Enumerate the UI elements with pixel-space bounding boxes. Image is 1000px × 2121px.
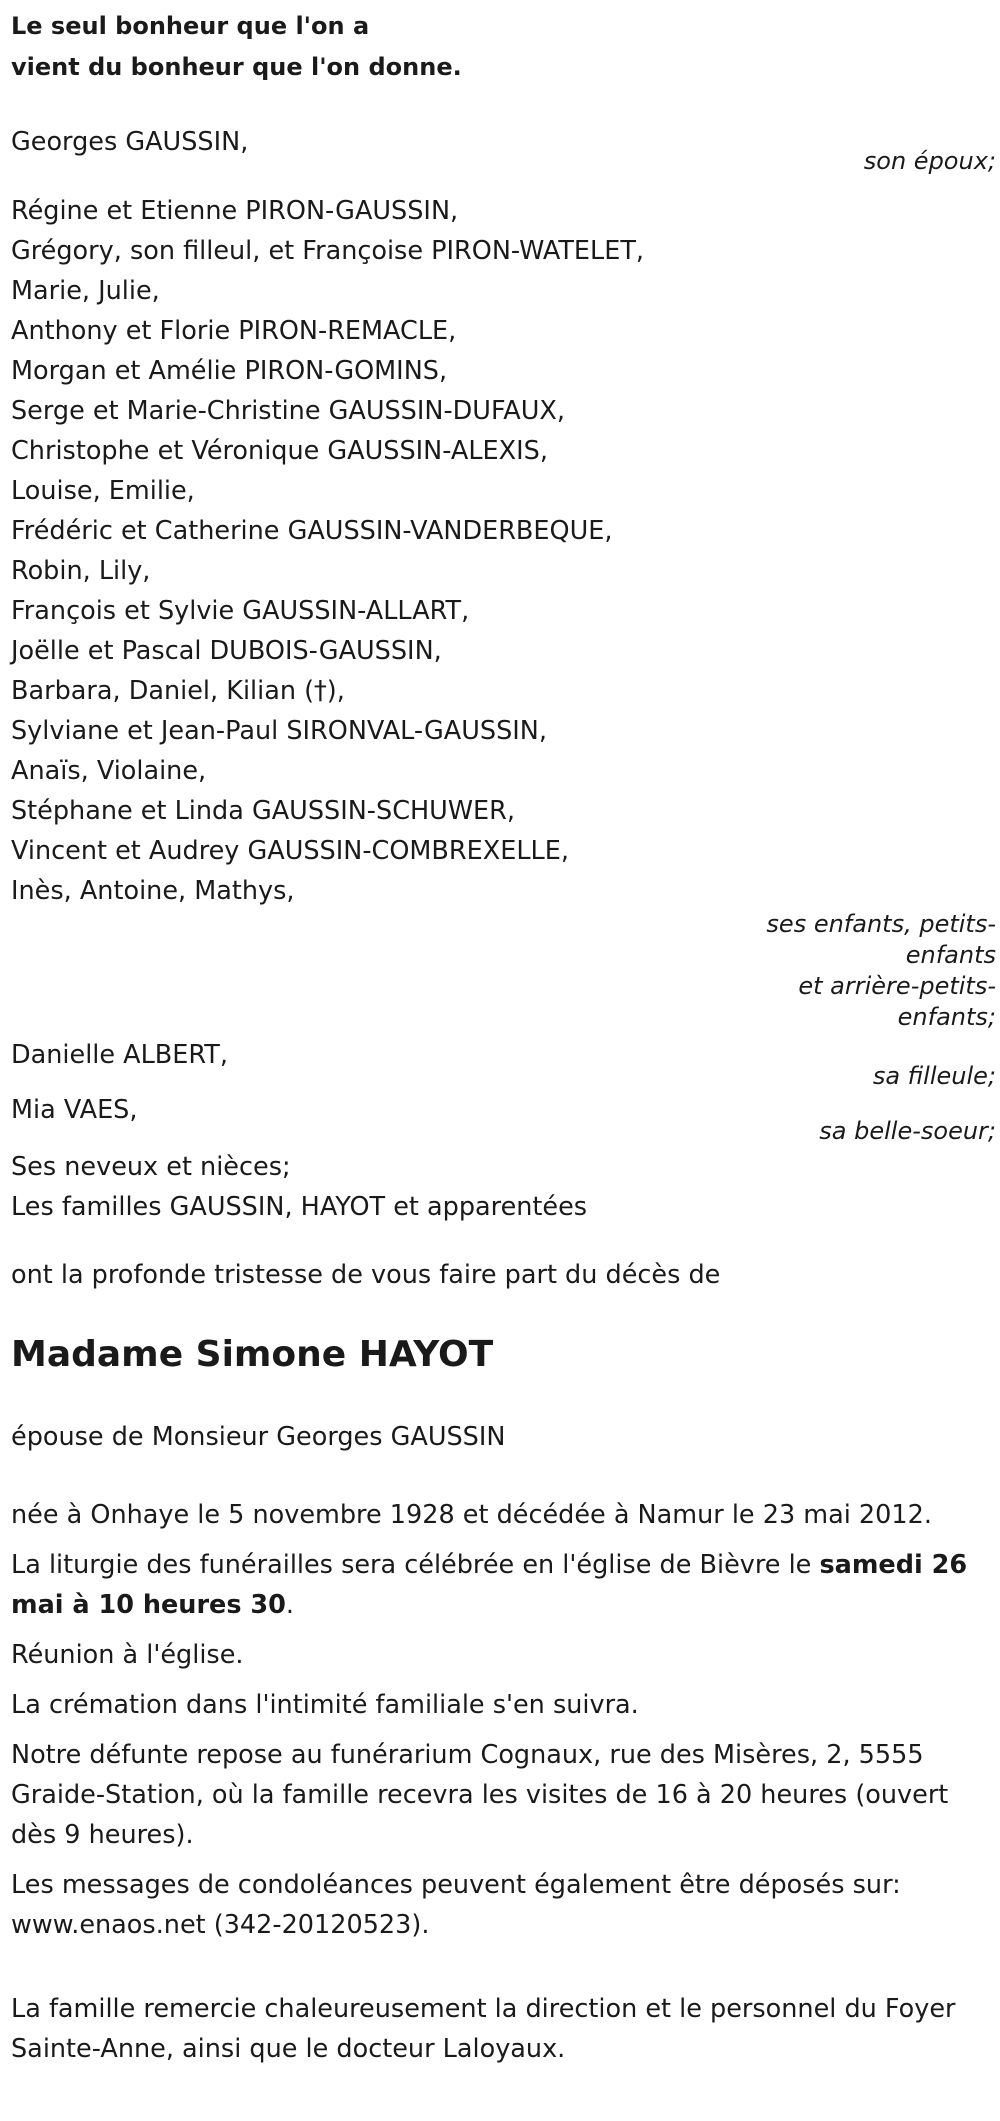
children-role [11, 909, 996, 1033]
family-member-line: Stéphane et Linda GAUSSIN-SCHUWER, [11, 796, 515, 826]
children-role-line-1: ses enfants, petits-enfants [766, 910, 996, 969]
children-role-line-2: et arrière-petits-enfants; [798, 972, 996, 1031]
cremation-line: La crémation dans l'intimité familiale s'en suivra. [11, 1690, 639, 1720]
condolences-paragraph: Les messages de condoléances peuvent également être déposés sur: www.enaos.net (342-20120523). [11, 1870, 901, 1940]
goddaughter-name: Danielle ALBERT, [11, 1040, 228, 1070]
spouse-name: Georges GAUSSIN, [11, 127, 249, 157]
quote-line-1: Le seul bonheur que l'on a [11, 12, 370, 40]
announcement: ont la profonde tristesse de vous faire part du décès de [11, 1260, 721, 1290]
liturgy-text: La liturgie des funérailles sera célébrée en l'église de Bièvre le [11, 1550, 820, 1580]
funerarium-paragraph: Notre défunte repose au funérarium Cognaux, rue des Misères, 2, 5555 Graide-Station, où la famille recevra les visites de 16 à 20 heures (ouvert dès 9 heures). [11, 1740, 949, 1850]
sister-in-law-role: sa belle-soeur; [819, 1117, 996, 1145]
family-member-line: Inès, Antoine, Mathys, [11, 876, 295, 906]
family-member-line: Robin, Lily, [11, 556, 151, 586]
family-member-line: Anaïs, Violaine, [11, 756, 207, 786]
families-line: Les familles GAUSSIN, HAYOT et apparentées [11, 1192, 588, 1222]
family-member-line: Morgan et Amélie PIRON-GOMINS, [11, 356, 448, 386]
birth-death-line: née à Onhaye le 5 novembre 1928 et décédée à Namur le 23 mai 2012. [11, 1500, 932, 1530]
spouse-role: son époux; [863, 147, 996, 175]
family-member-line: Joëlle et Pascal DUBOIS-GAUSSIN, [11, 636, 442, 666]
family-member-line: Sylviane et Jean-Paul SIRONVAL-GAUSSIN, [11, 716, 547, 746]
family-member-line: Louise, Emilie, [11, 476, 195, 506]
epigraph-quote [11, 6, 991, 88]
liturgy-end: . [285, 1590, 294, 1620]
family-member-line: Régine et Etienne PIRON-GAUSSIN, [11, 196, 459, 226]
goddaughter-block [11, 1035, 996, 1092]
deceased-spouse: épouse de Monsieur Georges GAUSSIN [11, 1422, 506, 1452]
family-member-line: Serge et Marie-Christine GAUSSIN-DUFAUX, [11, 396, 565, 426]
liturgy-paragraph [11, 1545, 991, 1625]
family-member-line: Anthony et Florie PIRON-REMACLE, [11, 316, 457, 346]
family-member-line: Marie, Julie, [11, 276, 160, 306]
goddaughter-role: sa filleule; [872, 1062, 996, 1090]
deceased-name: Madame Simone HAYOT [11, 1334, 494, 1375]
children-block [11, 191, 996, 1033]
family-member-line: Frédéric et Catherine GAUSSIN-VANDERBEQUE, [11, 516, 613, 546]
thanks-paragraph: La famille remercie chaleureusement la direction et le personnel du Foyer Sainte-Anne, ainsi que le docteur Laloyaux. [11, 1994, 956, 2064]
spouse-block [11, 122, 996, 177]
quote-line-2: vient du bonheur que l'on donne. [11, 53, 462, 81]
family-member-line: Christophe et Véronique GAUSSIN-ALEXIS, [11, 436, 548, 466]
others-block [11, 1147, 991, 1227]
funeral-details [11, 1495, 991, 1945]
obituary-page [11, 0, 996, 2069]
sister-in-law-name: Mia VAES, [11, 1095, 138, 1125]
children-list [11, 191, 991, 911]
sister-in-law-block [11, 1090, 996, 1147]
family-member-line: Grégory, son filleul, et Françoise PIRON-WATELET, [11, 236, 645, 266]
family-member-line: François et Sylvie GAUSSIN-ALLART, [11, 596, 470, 626]
family-member-line: Barbara, Daniel, Kilian (†), [11, 676, 345, 706]
nephews-nieces-line: Ses neveux et nièces; [11, 1152, 291, 1182]
family-member-line: Vincent et Audrey GAUSSIN-COMBREXELLE, [11, 836, 569, 866]
liturgy-date-time: samedi 26 mai à 10 heures 30 [11, 1550, 968, 1620]
meeting-line: Réunion à l'église. [11, 1640, 244, 1670]
